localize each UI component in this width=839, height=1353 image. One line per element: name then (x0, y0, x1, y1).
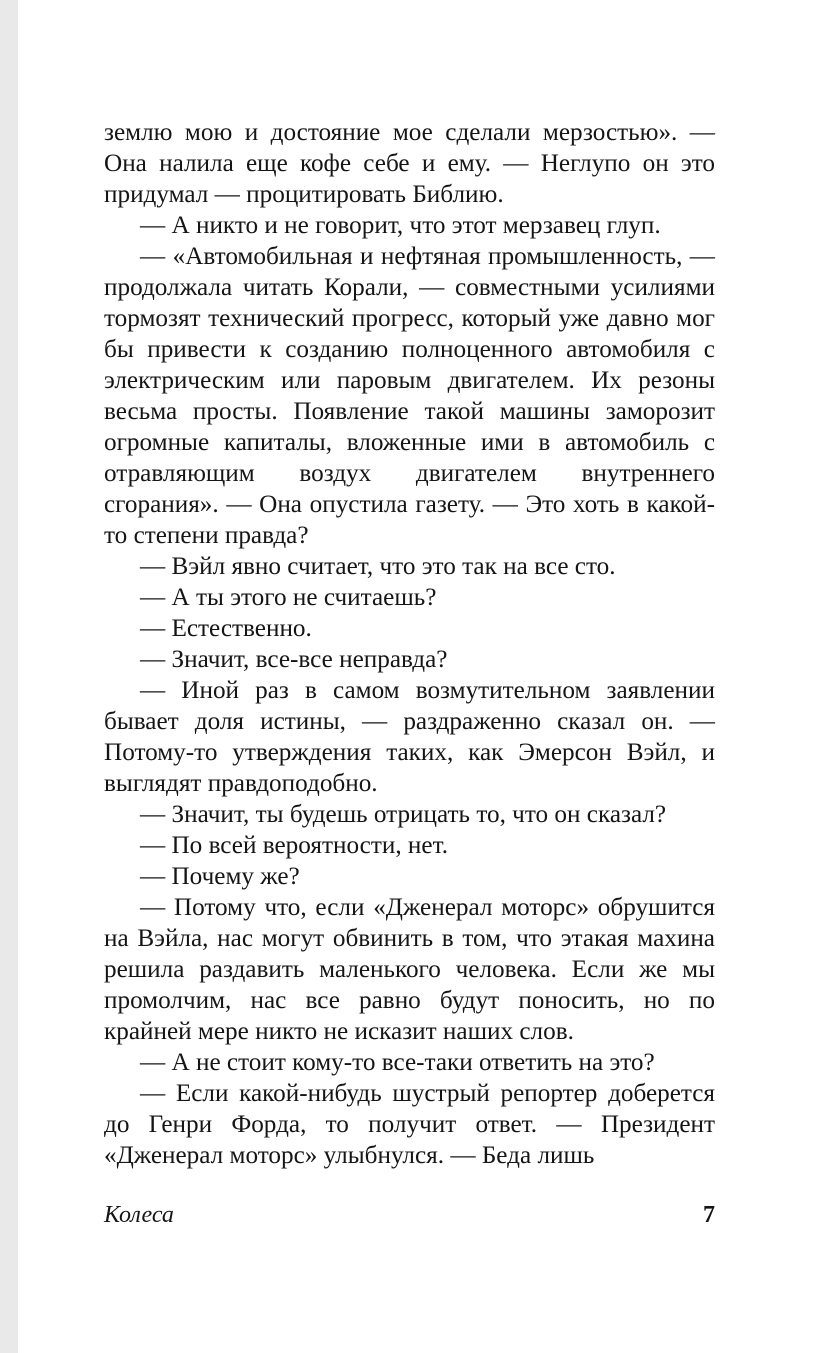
paragraph: — Если какой-нибудь шустрый репортер доберется до Генри Форда, то получит ответ. — Президент «Дженерал моторс» улыбнулся. — Беда лишь (104, 1080, 715, 1169)
paragraph: — А никто и не говорит, что этот мерзавец глуп. (140, 212, 661, 239)
page-number: 7 (703, 1202, 715, 1228)
paragraph: — А не стоит кому-то все-таки ответить на это? (140, 1049, 655, 1076)
paragraph: — Значит, ты будешь отрицать то, что он сказал? (140, 801, 667, 828)
running-title: Колеса (104, 1202, 174, 1228)
paragraph: — «Автомобильная и нефтяная промышленность, — продолжала читать Корали, — совместными усилиями тормозят технический прогресс, который уже давно мог бы привести к созданию полноценного автомобиля с электрическим или паровым двигателем. Их резоны весьма просты. Появление такой машины заморозит огромные капиталы, вложенные ими в автомобиль с отравляющим воздух двигателем внутреннего сгорания». — Она опустила газету. — Это хоть в какой-то степени правда? (104, 243, 715, 549)
paragraph: — Потому что, если «Дженерал моторс» обрушится на Вэйла, нас могут обвинить в том, что этакая махина решила раздавить маленького человека. Если же мы промолчим, нас все равно будут поносить, но по крайней мере никто не исказит наших слов. (104, 894, 715, 1045)
paragraph: — Естественно. (140, 615, 312, 642)
book-page (18, 0, 839, 1353)
page-footer (104, 1198, 715, 1232)
paragraph: — Вэйл явно считает, что это так на все сто. (140, 553, 616, 580)
paragraph: — Иной раз в самом возмутительном заявлении бывает доля истины, — раздраженно сказал он. — Потому-то утверждения таких, как Эмерсон Вэйл, и выглядят правдоподобно. (104, 677, 715, 797)
paragraph: — Значит, все-все неправда? (140, 646, 448, 673)
paragraph: землю мою и достояние мое сделали мерзостью». — Она налила еще кофе себе и ему. — Неглупо он это придумал — процитировать Библию. (104, 119, 715, 208)
paragraph: — По всей вероятности, нет. (140, 832, 449, 859)
paragraph: — А ты этого не считаешь? (140, 584, 437, 611)
body-text (104, 117, 715, 1171)
paragraph: — Почему же? (140, 863, 300, 890)
